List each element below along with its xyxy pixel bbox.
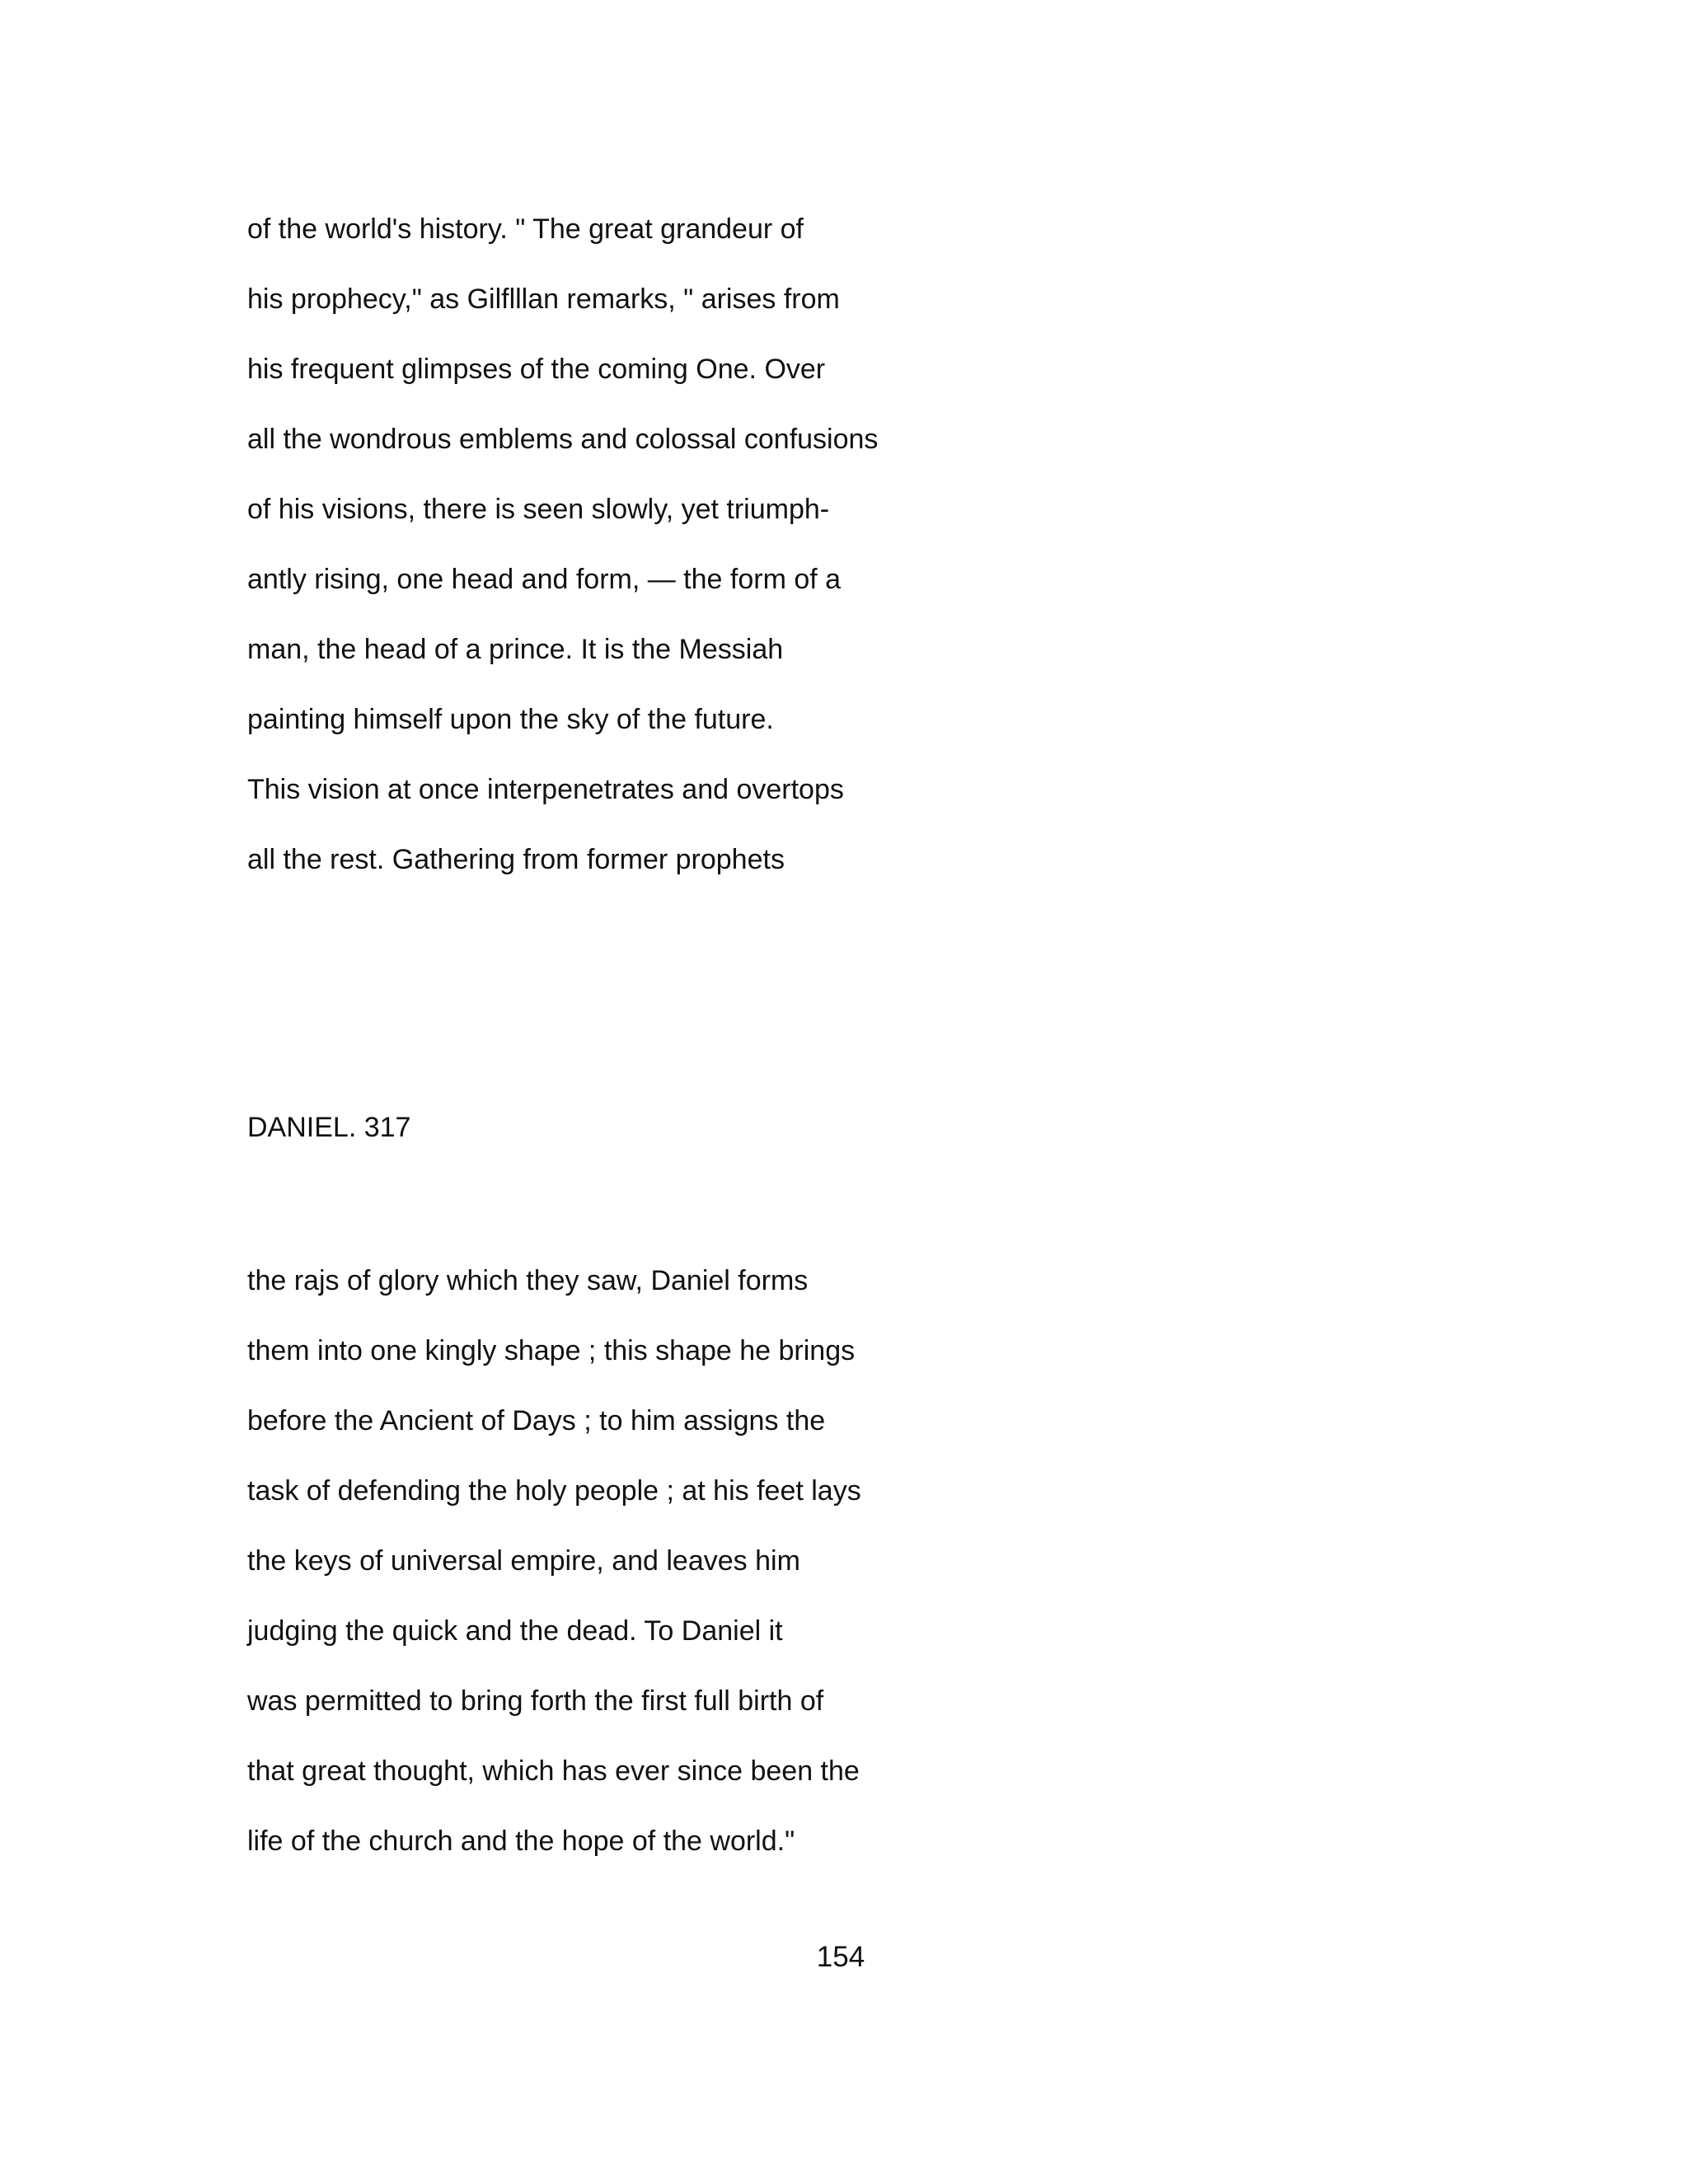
text-line: was permitted to bring forth the first full birth of [247, 1685, 824, 1717]
text-line: that great thought, which has ever since been the [247, 1755, 860, 1787]
text-line: the keys of universal empire, and leaves him [247, 1545, 800, 1577]
text-line: all the rest. Gathering from former prophets [247, 844, 785, 875]
text-line: his frequent glimpses of the coming One. Over [247, 354, 826, 385]
text-line: his prophecy," as Gilflllan remarks, " arises from [247, 284, 840, 315]
passage-top [247, 194, 1484, 895]
running-head: DANIEL. 317 [247, 1112, 411, 1143]
passage-bottom [247, 1246, 1484, 1877]
text-line: the rajs of glory which they saw, Daniel forms [247, 1265, 809, 1296]
text-line: of the world's history. " The great grandeur of [247, 213, 804, 245]
text-line: all the wondrous emblems and colossal confusions [247, 424, 879, 455]
text-line: This vision at once interpenetrates and overtops [247, 774, 844, 805]
text-line: before the Ancient of Days ; to him assigns the [247, 1405, 826, 1436]
text-line: life of the church and the hope of the world." [247, 1825, 795, 1857]
text-line: of his visions, there is seen slowly, yet triumph- [247, 494, 830, 525]
text-line: antly rising, one head and form, — the form of a [247, 564, 842, 595]
text-line: them into one kingly shape ; this shape he brings [247, 1335, 856, 1366]
page-number: 154 [816, 1941, 865, 1973]
text-line: task of defending the holy people ; at his feet lays [247, 1475, 861, 1507]
text-line: judging the quick and the dead. To Daniel it [247, 1615, 783, 1647]
text-line: man, the head of a prince. It is the Messiah [247, 634, 784, 665]
text-line: painting himself upon the sky of the future. [247, 704, 774, 735]
